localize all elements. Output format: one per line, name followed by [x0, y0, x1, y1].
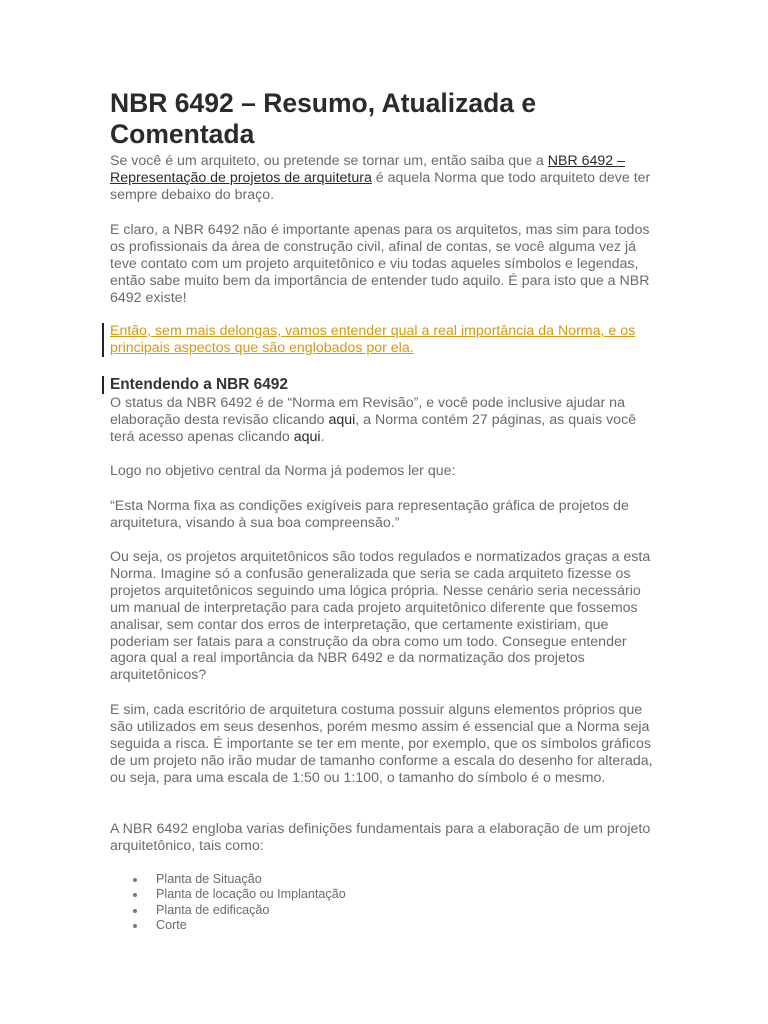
office-elements-paragraph: E sim, cada escritório de arquitetura costuma possuir alguns elementos próprios que são utilizados em seus desenhos, porém mesmo assim é essencial que a Norma seja seguida a risca. É importante se ter em mente, por exemplo, que os símbolos gráficos de um projeto não irão mudar de tamanho conforme a escala do desenho for alterada, ou seja, para uma escala de 1:50 ou 1:100, o tamanho do símbolo é o mesmo. — [110, 702, 653, 786]
status-paragraph — [110, 395, 660, 446]
objective-paragraph: Logo no objetivo central da Norma já podemos ler que: — [110, 463, 456, 479]
definitions-paragraph: A NBR 6492 engloba varias definições fundamentais para a elaboração de um projeto arquitetônico, tais como: — [110, 821, 651, 854]
text-cursor-marker — [102, 323, 104, 357]
bullet-icon — [133, 878, 137, 882]
list-item-label: Corte — [156, 917, 187, 932]
list-item — [110, 918, 346, 933]
intro-paragraph — [110, 153, 660, 204]
list-item — [110, 887, 346, 902]
bullet-icon — [133, 893, 137, 897]
list-item-label: Planta de edificação — [156, 902, 270, 917]
list-item — [110, 872, 346, 887]
bullet-icon — [133, 909, 137, 913]
intro-text-before: Se você é um arquiteto, ou pretende se tornar um, então saiba que a — [110, 153, 548, 169]
intro-text-after: é aquela Norma que todo arquiteto deve ter sempre debaixo do braço. — [110, 169, 651, 203]
status-text-3: . — [320, 428, 325, 445]
heading-cursor-marker — [102, 376, 104, 394]
list-item-label: Planta de Situação — [156, 872, 262, 886]
bullet-icon — [133, 924, 137, 928]
status-text-1: O status da NBR 6492 é de “Norma em Revisão”, e você pode inclusive ajudar na elaboração desta revisão clicando — [110, 395, 625, 428]
status-text-2: , a Norma contém 27 páginas, as quais você terá acesso apenas clicando — [110, 411, 637, 445]
nbr-6492-link[interactable]: NBR 6492 – Representação de projetos de arquitetura — [110, 153, 626, 186]
page-title: NBR 6492 – Resumo, Atualizada e Comentada — [110, 88, 537, 149]
definitions-list — [110, 872, 346, 933]
list-item-label: Planta de locação ou Implantação — [156, 887, 346, 902]
revision-link[interactable]: aqui — [328, 411, 356, 428]
highlighted-paragraph[interactable]: Então, sem mais delongas, vamos entender qual a real importância da Norma, e os principais aspectos que são englobados por ela. — [110, 323, 636, 356]
quote-paragraph: “Esta Norma fixa as condições exigíveis para representação gráfica de projetos de arquitetura, visando à sua boa compreensão.” — [110, 498, 629, 531]
list-item — [110, 903, 346, 918]
section-heading: Entendendo a NBR 6492 — [110, 376, 288, 393]
regulation-paragraph: Ou seja, os projetos arquitetônicos são todos regulados e normatizados graças a esta Norma. Imagine só a confusão generalizada que seria se cada arquiteto fizesse os projetos arquitetônicos seguindo uma lógica própria. Nesse cenário seria necessário um manual de interpretação para cada projeto arquitetônico diferente que fossemos analisar, sem contar dos erros de interpretação, que certamente existiriam, que poderiam ser fatais para a construção da obra como um todo. Consegue entender agora qual a real importância da NBR 6492 e da normatização dos projetos arquitetônicos? — [110, 549, 651, 684]
importance-paragraph: E claro, a NBR 6492 não é importante apenas para os arquitetos, mas sim para todos os profissionais da área de construção civil, afinal de contas, se você alguma vez já teve contato com um projeto arquitetônico e viu todas aqueles símbolos e legendas, então sabe muito bem da importância de entender tudo aquilo. É para isto que a NBR 6492 existe! — [110, 222, 650, 306]
norma-access-link[interactable]: aqui — [293, 428, 321, 445]
